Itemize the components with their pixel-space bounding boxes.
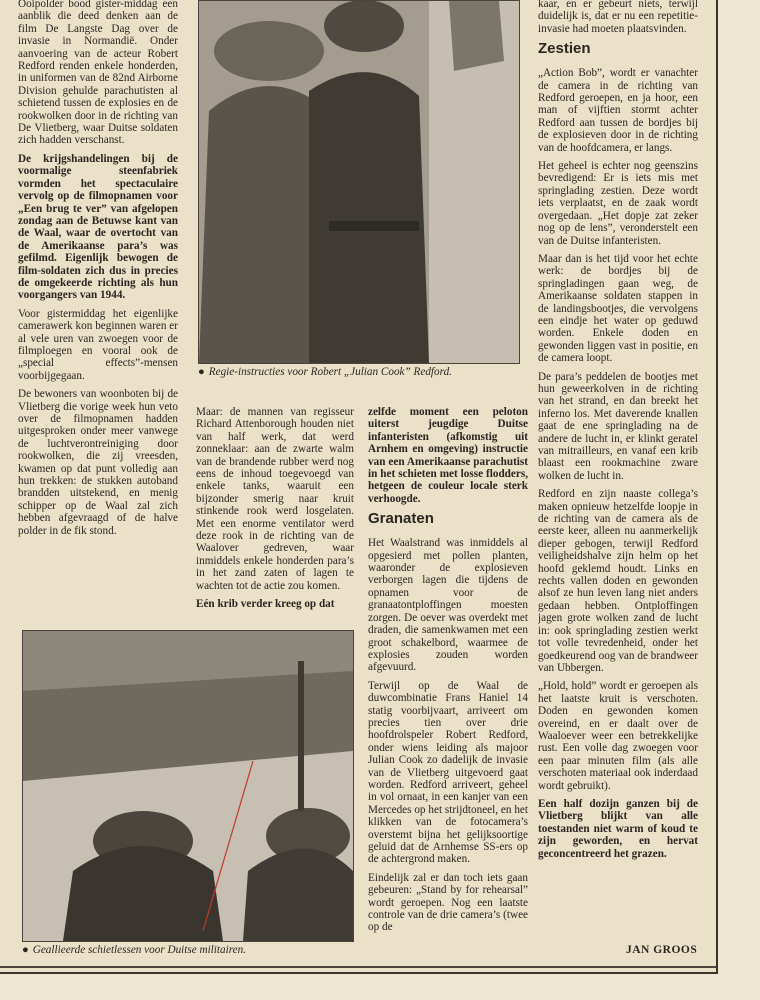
bottom-rule <box>0 966 716 968</box>
col4-paragraph-4: Maar dan is het tijd voor het echte werk: de bordjes bij de springladingen gaan weg, de Amerikaanse soldaten stappen in de landingsbootjes, die vervolgens een eindje het water op geduwd worden. Enkele doden en gewonden liggen vast in positie, en de camera loopt. <box>538 252 698 365</box>
photo-redford-instructions <box>198 0 520 364</box>
col4-paragraph-8: Een half dozijn ganzen bij de Vlietberg blijkt van alle toestanden niet warm of koud te zijn geworden, en hervat geconcentreerd het grazen. <box>538 797 698 860</box>
col3-paragraph-4: Eindelijk zal er dan toch iets gaan gebeuren: „Stand by for rehearsal” wordt geroepen. Nog een laatste controle van de drie camera’s (twee op de <box>368 871 528 934</box>
col1-intro-bold: De krijgshandelingen bij de voormalige steenfabriek vormden het spectaculaire vervolg op de filmopnamen voor „Een brug te ver” van afgelopen zondag aan de Betuwse kant van de Waal, waar de overtocht van de Amerikaanse para’s was gefilmd. Eigenlijk bewogen de film-soldaten zich dus in precies de omgekeerde richting als hun voorgangers van 1944. <box>18 152 178 302</box>
col4-paragraph-3: Het geheel is echter nog geenszins bevredigend: Er is iets mis met springlading zestien. Deze wordt iets verplaatst, en de zaak wordt overgedaan. „Het dopje zat zeker nog op de lens”, veronderstelt een van de Duitse infanteristen. <box>538 160 698 247</box>
caption-top-text: Regie-instructies voor Robert „Julian Cook” Redford. <box>208 366 452 378</box>
col1-paragraph-3: Voor gistermiddag het eigenlijke camerawerk kon beginnen waren er al vele uren van zwoegen voor de filmploegen en vooral ook de „special effects”-mensen voorbijgegaan. <box>18 307 178 382</box>
photo-illustration-2 <box>23 631 353 941</box>
caption-top <box>198 366 518 379</box>
col3-paragraph-3: Terwijl op de Waal de duwcombinatie Frans Haniel 14 statig voorbijvaart, arriveert om precies tien over drie hoofdrolspeler Robert Redford, onder wiens leiding als majoor Julian Cook zo dadelijk de invasie van de Vlietberg uitgevoerd gaat worden. Redford arriveert, geheel in vol ornaat, in een kanjer van een Mercedes op het strijdtoneel, en het klikken van de fotocamera’s overstemt bijna het gelijksoortige geluid dat de Arnhemse SS-ers op de achtergrond maken. <box>368 679 528 866</box>
caption-bottom <box>22 944 362 957</box>
col1-paragraph-4: De bewoners van woonboten bij de Vlietberg die vorige week hun veto over de filmopnamen hadden uitgesproken onder meer vanwege de luchtverontreiniging door rookwolken, die zij vreesden, kwamen op dat punt volledig aan hun trekken: de stukken autoband brandden uitstekend, en menig schipper op de Waal zal zich hebben afgevraagd of de halve polder in de fik stond. <box>18 388 178 537</box>
col1-paragraph-1: Ooipolder bood gister-middag een aanblik die deed denken aan de film De Langste Dag over de invasie in Normandië. Onder aanvoering van de acteur Robert Redford renden enkele honderden, in uniformen van de 82nd Airborne Division gehulde parachutisten al schietend tussen de explosies en de rookwolken door in de richting van De Vlietberg, waar Duitse soldaten zich hadden verschanst. <box>18 0 178 147</box>
caption-bottom-text: Geallieerde schietlessen voor Duitse militairen. <box>32 944 247 956</box>
bullet-icon: ● <box>198 366 205 378</box>
photo-shooting-lessons <box>22 630 354 942</box>
column-4 <box>538 0 698 942</box>
column-3 <box>368 406 528 962</box>
col4-paragraph-2: „Action Bob”, wordt er vanachter de camera in de richting van Redford geroepen, en ja hoor, een man of vijftien stormt achter Redford aan tussen de bordjes bij de explosieven door in de richting van de hoofdcamera, er langs. <box>538 67 698 154</box>
bullet-icon: ● <box>22 944 29 956</box>
heading-granaten: Granaten <box>368 510 434 528</box>
col3-paragraph-2: Het Waalstrand was inmiddels al opgesierd met pollen planten, waaronder de explosieven verborgen lagen die tijdens de opnamen voor de granaatontploffingen moesten zorgen. De oever was overdekt met draden, die samenkwamen met een groot schakelbord, waarmee de explosies zouden worden afgevuurd. <box>368 537 528 674</box>
column-2 <box>196 406 354 620</box>
col4-paragraph-1: kaar, en er gebeurt niets, terwijl duidelijk is, dat er nu een repetitie-invasie had moeten plaatsvinden. <box>538 0 698 35</box>
col2-paragraph-2: Eén krib verder kreeg op dat <box>196 598 335 611</box>
col4-paragraph-7: „Hold, hold” wordt er geroepen als het laatste kruit is verschoten. Doden en gewonden komen overeind, en er daalt over de Waaloever weer een betrekkelijke rust. Een volle dag zwoegen voor een paar minuten film (als alle verschoten materiaal ook inderdaad wordt gebruikt). <box>538 680 698 792</box>
col4-paragraph-6: Redford en zijn naaste collega’s maken opnieuw hetzelfde loopje in de richting van de camera als de eerste keer, alleen nu aanmerkelijk dieper gebogen, terwijl Redford veiligheidshalve zijn helm op het hoofd geklemd houdt. Links en rechts vallen doden en gewonden alsof ze hun leven lang niet anders gedaan hebben. Ontploffingen jagen grote wolken zand de lucht in: ook springlading zestien werkt tot volle tevredenheid, onder het goedkeurend oog van de brandweer van Ubbergen. <box>538 488 698 674</box>
photo-illustration <box>199 1 519 363</box>
heading-zestien: Zestien <box>538 40 591 58</box>
byline: JAN GROOS <box>626 944 698 956</box>
column-1 <box>18 0 178 620</box>
col3-paragraph-1: zelfde moment een peloton uiterst jeugdige Duitse infanteristen (afkomstig uit Arnhem en omgeving) instructie van een Amerikaanse parachutist in het schieten met losse flodders, hetgeen de couleur locale sterk verhoogde. <box>368 406 528 505</box>
col4-paragraph-5: De para’s peddelen de bootjes met hun geweerkolven in de richting van het strand, en dan breekt het inferno los. Met daverende knallen gaat de ene springlading na de andere de lucht in, er klinkt geratel van mitrailleurs, en vanaf een krib blaast een rookmachine zware wolken de lucht in. <box>538 370 698 482</box>
col2-paragraph-1: Maar: de mannen van regisseur Richard Attenborough houden niet van half werk, dat werd zonneklaar: aan de zwarte walm van de brandende rubber werd nog eens de inhoud toegevoegd van enkele tanks, waaruit een bijzonder smerig naar kruit stinkende rook werd losgelaten. Met een enorme ventilator werd deze rook in de richting van de Waalover gedreven, waar inmiddels enkele honderden para’s in het zand zaten of lagen te wachten tot de actie zou komen. <box>196 406 354 592</box>
